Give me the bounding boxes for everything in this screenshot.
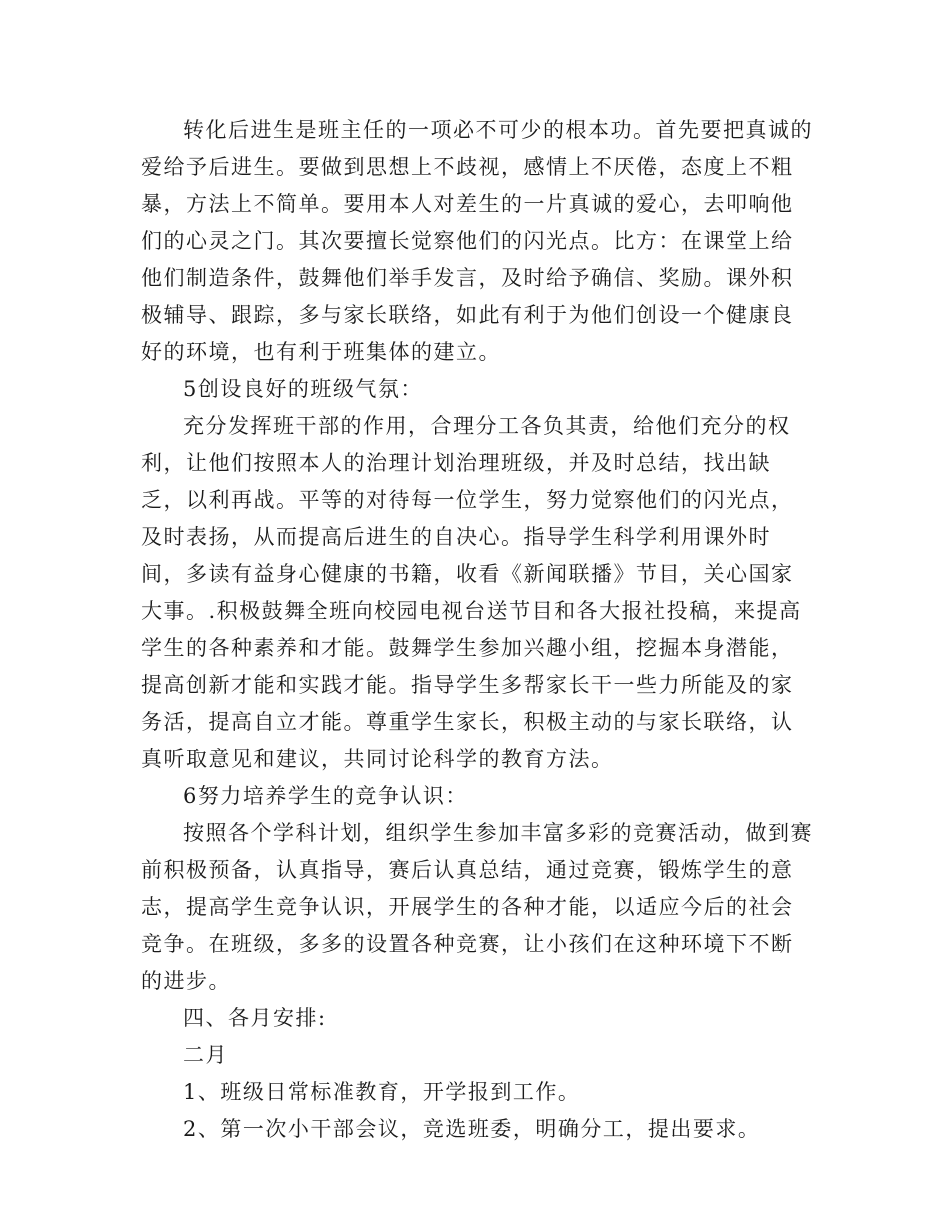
paragraph-class-cadres: 充分发挥班干部的作用，合理分工各负其责，给他们充分的权利，让他们按照本人的治理计划治理班级，并及时总结，找出缺乏，以利再战。平等的对待每一位学生，努力觉察他们的闪光点，及时表扬，从而提高后进生的自决心。指导学生科学利用课外时间，多读有益身心健康的书籍，收看《新闻联播》节目，关心国家大事。.积极鼓舞全班向校园电视台送节目和各大报社投稿，来提高学生的各种素养和才能。鼓舞学生参加兴趣小组，挖掘本身潜能，提高创新才能和实践才能。指导学生多帮家长干一些力所能及的家务活，提高自立才能。尊重学生家长，积极主动的与家长联络，认真听取意见和建议，共同讨论科学的教育方法。 — [141, 414, 802, 771]
section-heading-monthly-plan: 四、各月安排: — [183, 1006, 327, 1030]
document-body — [141, 112, 813, 1148]
section-heading-class-atmosphere: 5创设良好的班级气氛： — [183, 377, 423, 401]
list-item: 1、班级日常标准教育，开学报到工作。 — [183, 1080, 581, 1104]
month-heading-february: 二月 — [183, 1043, 228, 1067]
section-heading-competition: 6努力培养学生的竞争认识： — [183, 784, 468, 808]
paragraph-transform-students: 转化后进生是班主任的一项必不可少的根本功。首先要把真诚的爱给予后进生。要做到思想上不歧视，感情上不厌倦，态度上不粗暴，方法上不简单。要用本人对差生的一片真诚的爱心，去叩响他们的心灵之门。其次要擅长觉察他们的闪光点。比方：在课堂上给他们制造条件，鼓舞他们举手发言，及时给予确信、奖励。课外积极辅导、跟踪，多与家长联络，如此有利于为他们创设一个健康良好的环境，也有利于班集体的建立。 — [141, 118, 813, 364]
paragraph-competition-activities: 按照各个学科计划，组织学生参加丰富多彩的竞赛活动，做到赛前积极预备，认真指导，赛后认真总结，通过竞赛，锻炼学生的意志，提高学生竞争认识，开展学生的各种才能，以适应今后的社会竞争。在班级，多多的设置各种竞赛，让小孩们在这种环境下不断的进步。 — [141, 821, 813, 993]
list-item: 2、第一次小干部会议，竞选班委，明确分工，提出要求。 — [183, 1117, 761, 1141]
